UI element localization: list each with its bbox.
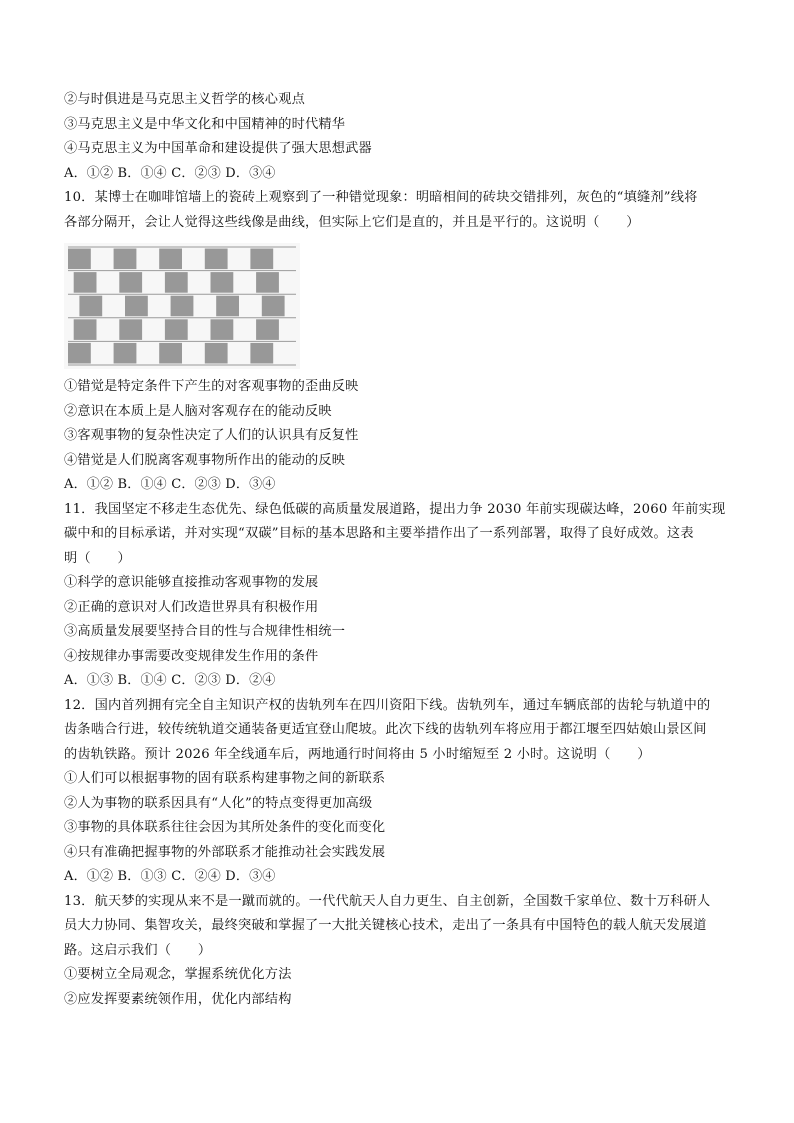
q10-option-1: ①错觉是特定条件下产生的对客观事物的歪曲反映 (64, 379, 359, 394)
dark-tile (211, 272, 234, 293)
cafe-wall-illusion-figure (64, 243, 300, 369)
dark-tile (74, 272, 97, 293)
q10-stem-line-1: 10．某博士在咖啡馆墙上的瓷砖上观察到了一种错觉现象：明暗相间的砖块交错排列，灰色的“填缝剂”线将 (64, 190, 698, 205)
q13-stem-line-1: 13．航天梦的实现从来不是一蹴而就的。一代代航天人自力更生、自主创新，全国数千家单位、数十万科研人 (64, 893, 711, 909)
q12-option-3: ③事物的具体联系往往会因为其所处条件的变化而变化 (64, 820, 386, 835)
q11-option-3: ③高质量发展要坚持合目的性与合规律性相统一 (64, 624, 346, 639)
q11-answer-choices: A．①③ B．①④ C．②③ D．②④ (64, 673, 276, 688)
dark-tile (74, 319, 97, 340)
question-12 (64, 694, 734, 890)
q13-stem-line-3: 路。这启示我们（ ） (64, 942, 212, 958)
q13-option-1: ①要树立全局观念，掌握系统优化方法 (64, 967, 292, 982)
dark-tile (205, 249, 228, 270)
question-11 (64, 498, 734, 694)
question-9-tail (64, 88, 734, 186)
q12-answer-choices: A．①② B．①③ C．②④ D．③④ (64, 869, 276, 884)
dark-tile (216, 296, 239, 317)
dark-tile (171, 296, 194, 317)
dark-tile (165, 272, 188, 293)
question-10 (64, 186, 734, 498)
q12-option-1: ①人们可以根据事物的固有联系构建事物之间的新联系 (64, 771, 386, 786)
q11-stem-line-1: 11．我国坚定不移走生态优先、绿色低碳的高质量发展道路，提出力争 2030 年前实现碳达峰，2060 年前实现 (64, 501, 726, 517)
q10-answer-choices: A．①② B．①④ C．②③ D．③④ (64, 477, 276, 492)
dark-tile (262, 296, 285, 317)
q9-option-2: ②与时俱进是马克思主义哲学的核心观点 (64, 92, 305, 107)
dark-tile (119, 319, 142, 340)
exam-page (64, 88, 734, 1012)
q10-option-4: ④错觉是人们脱离客观事物所作出的能动的反映 (64, 452, 346, 468)
q11-option-2: ②正确的意识对人们改造世界具有积极作用 (64, 599, 319, 615)
q11-option-4: ④按规律办事需要改变规律发生作用的条件 (64, 648, 319, 664)
dark-tile (159, 343, 182, 364)
dark-tile (114, 343, 137, 364)
q12-stem-line-2: 齿条啮合行进，较传统轨道交通装备更适宜登山爬坡。此次下线的齿轨列车将应用于都江堰至四姑娘山景区间 (64, 722, 707, 737)
q12-stem-line-1: 12．国内首列拥有完全自主知识产权的齿轨列车在四川资阳下线。齿轨列车，通过车辆底部的齿轮与轨道中的 (64, 697, 711, 713)
dark-tile (68, 249, 91, 270)
dark-tile (211, 319, 234, 340)
q13-option-2: ②应发挥要素统领作用，优化内部结构 (64, 991, 292, 1007)
dark-tile (165, 319, 188, 340)
q12-stem-line-3: 的齿轨铁路。预计 2026 年全线通车后，两地通行时间将由 5 小时缩短至 2 小时。这说明（ ） (64, 746, 651, 762)
q11-stem-line-3: 明（ ） (64, 550, 131, 566)
dark-tile (256, 319, 279, 340)
dark-tile (256, 272, 279, 293)
dark-tile (79, 296, 102, 317)
dark-tile (125, 296, 148, 317)
q10-stem-line-2: 各部分隔开，会让人觉得这些线像是曲线，但实际上它们是直的，并且是平行的。这说明（ ） (64, 214, 640, 230)
dark-tile (114, 249, 137, 270)
q9-option-4: ④马克思主义为中国革命和建设提供了强大思想武器 (64, 141, 372, 156)
q9-option-3: ③马克思主义是中华文化和中国精神的时代精华 (64, 116, 346, 132)
q11-option-1: ①科学的意识能够直接推动客观事物的发展 (64, 575, 319, 590)
q12-option-4: ④只有准确把握事物的外部联系才能推动社会实践发展 (64, 844, 386, 860)
q13-stem-line-2: 员大力协同、集智攻关，最终突破和掌握了一大批关键核心技术，走出了一条具有中国特色的载人航天发展道 (64, 918, 707, 933)
cafe-wall-illusion-image (64, 243, 300, 369)
dark-tile (205, 343, 228, 364)
q10-option-2: ②意识在本质上是人脑对客观存在的能动反映 (64, 403, 332, 419)
dark-tile (250, 343, 273, 364)
dark-tile (119, 272, 142, 293)
q11-stem-line-2: 碳中和的目标承诺，并对实现“双碳”目标的基本思路和主要举措作出了一系列部署，取得了良好成效。这表 (64, 526, 694, 541)
q12-option-2: ②人为事物的联系因具有“人化”的特点变得更加高级 (64, 795, 373, 811)
q9-answer-choices: A．①② B．①④ C．②③ D．③④ (64, 165, 276, 181)
question-13 (64, 890, 734, 1013)
dark-tile (159, 249, 182, 270)
q10-option-3: ③客观事物的复杂性决定了人们的认识具有反复性 (64, 428, 359, 443)
dark-tile (68, 343, 91, 364)
dark-tile (250, 249, 273, 270)
